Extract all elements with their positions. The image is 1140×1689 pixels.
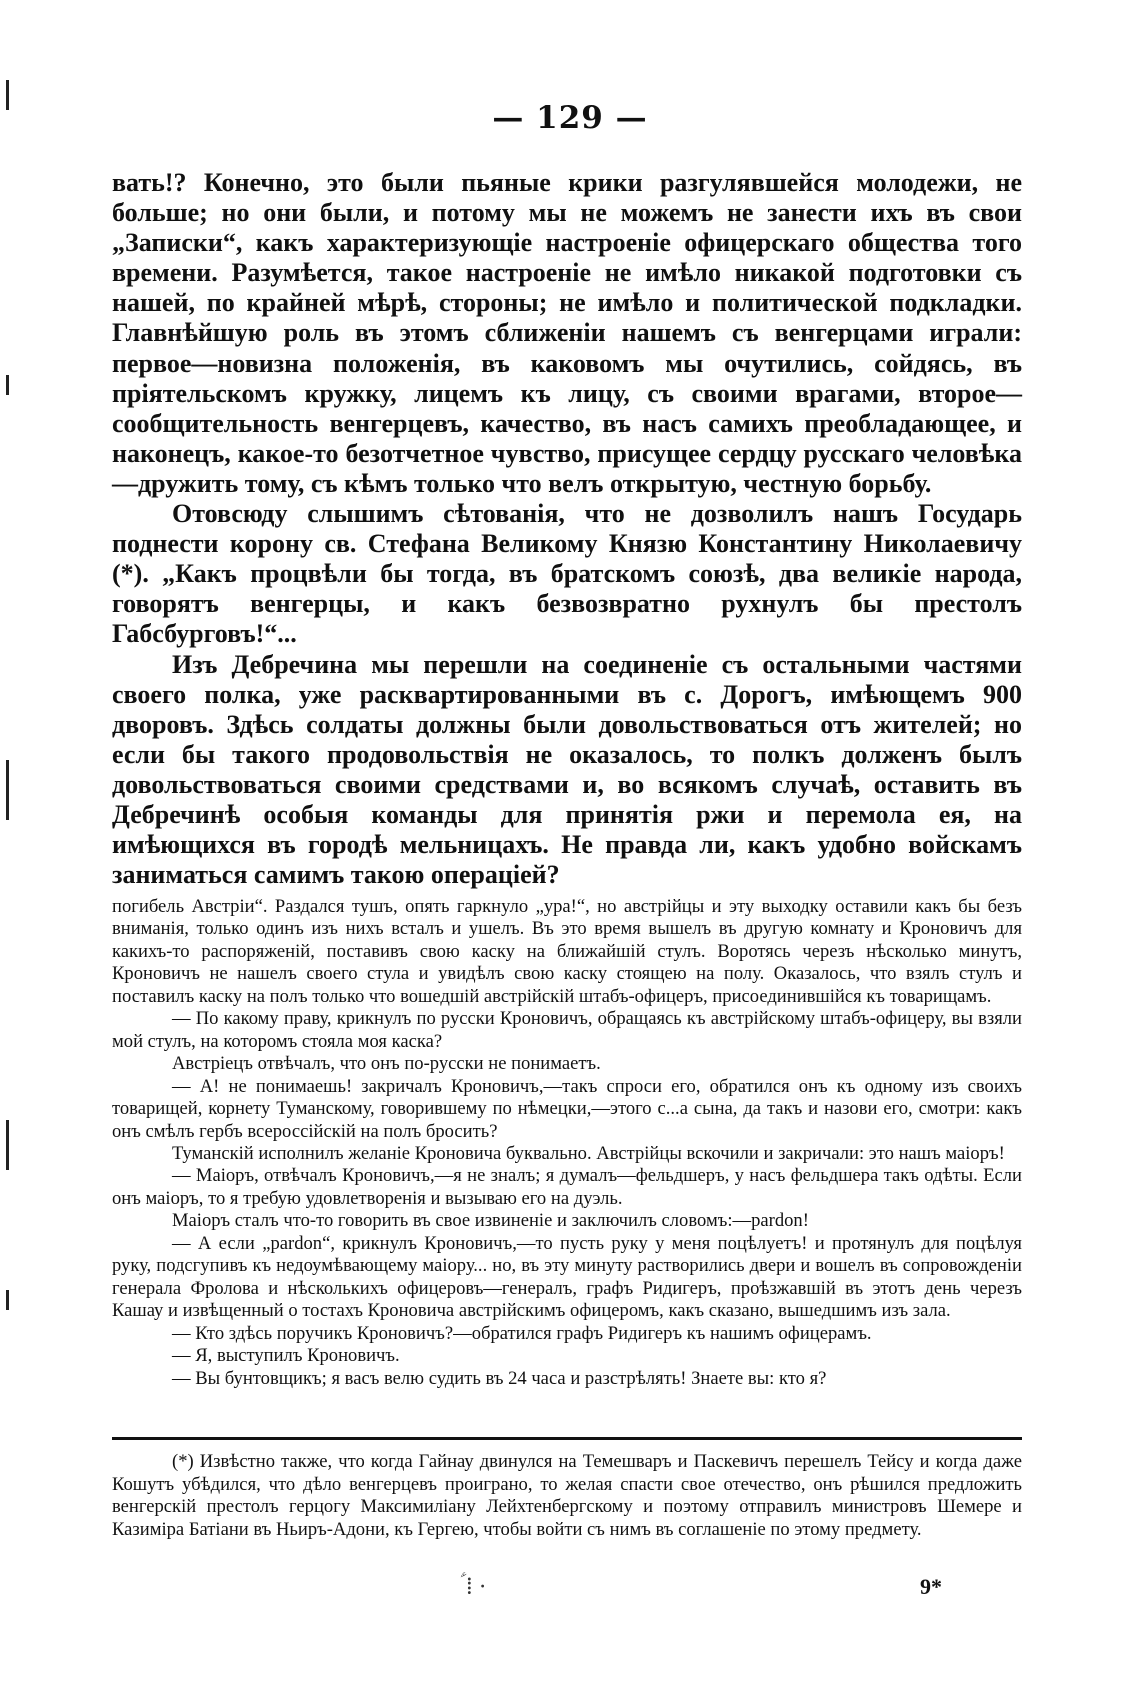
paragraph: Отовсюду слышимъ сѣтованія, что не дозволилъ нашъ Государь поднести корону св. Стефана Великому Князю Константину Николаевичу (*). „Какъ процвѣли бы тогда, въ братскомъ союзѣ, два великіе народа, говорятъ венгерцы, и какъ безвозвратно рухнулъ бы престолъ Габсбурговъ!“... <box>112 499 1022 649</box>
footnote-star: (*) Извѣстно также, что когда Гайнау двинулся на Темешваръ и Паскевичъ перешелъ Тейсу и когда даже Кошутъ убѣдился, что дѣло венгерцевъ проиграно, то желая спасти свое отечество, онъ рѣшился предложить венгерскій престолъ герцогу Максимиліану Лейхтенбергскому и поэтому отправилъ министровъ Шемере и Казиміра Батіани въ Ньиръ-Адони, къ Гергею, чтобы войти съ нимъ въ соглашеніе по этому предмету. <box>112 1451 1022 1540</box>
footnote-paragraph: — А если „pardon“, крикнулъ Кроновичъ,—то пусть руку у меня поцѣлуетъ! и протянулъ для поцѣлуя руку, подсгупивъ къ недоумѣвающему маіору... но, въ эту минуту растворились двери и вошелъ въ сопровожденіи генерала Фролова и нѣсколькихъ офицеровъ—генералъ, графъ Ридигеръ, проѣзжавшій въ этотъ день черезъ Кашау и извѣщенный о тостахъ Кроновича австрійскимъ офицеромъ, какъ сказано, вышедшимъ изъ зала. <box>112 1232 1022 1322</box>
footnote-paragraph: погибель Австріи“. Раздался тушъ, опять гаркнуло „ура!“, но австрійцы и эту выходку оставили какъ бы безъ вниманія, только одинъ изъ нихъ всталъ и ушелъ. Въ это время вышелъ въ другую комнату и Кроновичъ для какихъ-то распоряженій, поставивъ свою каску на ближайшій стулъ. Воротясь черезъ нѣсколько минутъ, Кроновичъ не нашелъ своего стула и увидѣлъ свою каску стоящею на полу. Оказалось, что взялъ стулъ и поставилъ каску на полъ только что вошедшій австрійскій штабъ-офицеръ, присоединившійся къ товарищамъ. <box>112 896 1022 1007</box>
print-smudge: ؑ ⁞ · <box>460 1574 487 1600</box>
footnote-paragraph: Туманскій исполнилъ желаніе Кроновича буквально. Австрійцы вскочили и закричали: это нашъ маіоръ! <box>172 1142 1005 1164</box>
footnote-paragraph: — По какому праву, крикнулъ по русски Кроновичъ, обращаясь къ австрійскому штабъ-офицеру, вы взяли мой стулъ, на которомъ стояла моя каска? <box>112 1008 1022 1052</box>
main-text <box>112 168 1022 890</box>
footnote-divider <box>112 1437 1022 1440</box>
footnote-paragraph: — Я, выступилъ Кроновичъ. <box>172 1345 400 1367</box>
footnote-paragraph: — Кто здѣсь поручикъ Кроновичъ?—обратился графъ Ридигеръ къ нашимъ офицерамъ. <box>172 1322 872 1344</box>
footnote-paragraph: — А! не понимаешь! закричалъ Кроновичъ,—такъ спроси его, обратился онъ къ одному изъ своихъ товарищей, корнету Туманскому, говорившему по нѣмецки,—этого с...а сына, да такъ и назови его, смотри: какъ онъ смѣлъ гербъ всероссійскій на полъ бросить? <box>112 1075 1022 1142</box>
paragraph: вать!? Конечно, это были пьяные крики разгулявшейся молодежи, не больше; но они были, и потому мы не можемъ не занести ихъ въ свои „Записки“, какъ характеризующіе настроеніе офицерскаго общества того времени. Разумѣется, такое настроеніе не имѣло никакой подготовки съ нашей, по крайней мѣрѣ, стороны; не имѣло и политической подкладки. Главнѣйшую роль въ этомъ сближеніи нашемъ съ венгерцами играли: первое—новизна положенія, въ каковомъ мы очутились, сойдясь, въ пріятельскомъ кружку, лицемъ къ лицу, съ своими врагами, второе—сообщительность венгерцевъ, качество, въ насъ самихъ преобладающее, и наконецъ, какое-то безотчетное чувство, присущее сердцу русскаго человѣка—дружить тому, съ кѣмъ только что велъ открытую, честную борьбу. <box>112 168 1022 498</box>
footnote-continued <box>112 896 1022 1390</box>
footnote-paragraph: — Вы бунтовщикъ; я васъ велю судить въ 24 часа и разстрѣлять! Знаете вы: кто я? <box>172 1367 827 1389</box>
footnote-paragraph: Австріецъ отвѣчалъ, что онъ по-русски не понимаетъ. <box>172 1053 601 1075</box>
footnote-paragraph: Маіоръ сталъ что-то говорить въ свое извиненіе и заключилъ словомъ:—pardon! <box>172 1210 809 1232</box>
scan-edge-mark <box>6 1120 9 1170</box>
signature-mark: 9* <box>920 1574 942 1599</box>
scan-edge-mark <box>6 375 9 395</box>
scan-edge-mark <box>6 760 9 820</box>
paragraph: Изъ Дебречина мы перешли на соединеніе съ остальными частями своего полка, уже расквартированными въ с. Дорогъ, имѣющемъ 900 дворовъ. Здѣсь солдаты должны были довольствоваться отъ жителей; но если бы такого продовольствія не оказалось, то полкъ долженъ былъ довольствоваться своими средствами и, во всякомъ случаѣ, оставить въ Дебречинѣ особыя команды для принятія ржи и перемола ея, на имѣющихся въ городѣ мельницахъ. Не правда ли, какъ удобно войскамъ заниматься самимъ такою операціей? <box>112 649 1022 890</box>
footnote-paragraph: — Маіоръ, отвѣчалъ Кроновичъ,—я не зналъ; я думалъ—фельдшеръ, у насъ фельдшера такъ одѣты. Если онъ маіоръ, то я требую удовлетворенія и вызываю его на дуэль. <box>112 1165 1022 1209</box>
page-number: — 129 — <box>492 100 648 136</box>
scan-edge-mark <box>6 1290 9 1310</box>
